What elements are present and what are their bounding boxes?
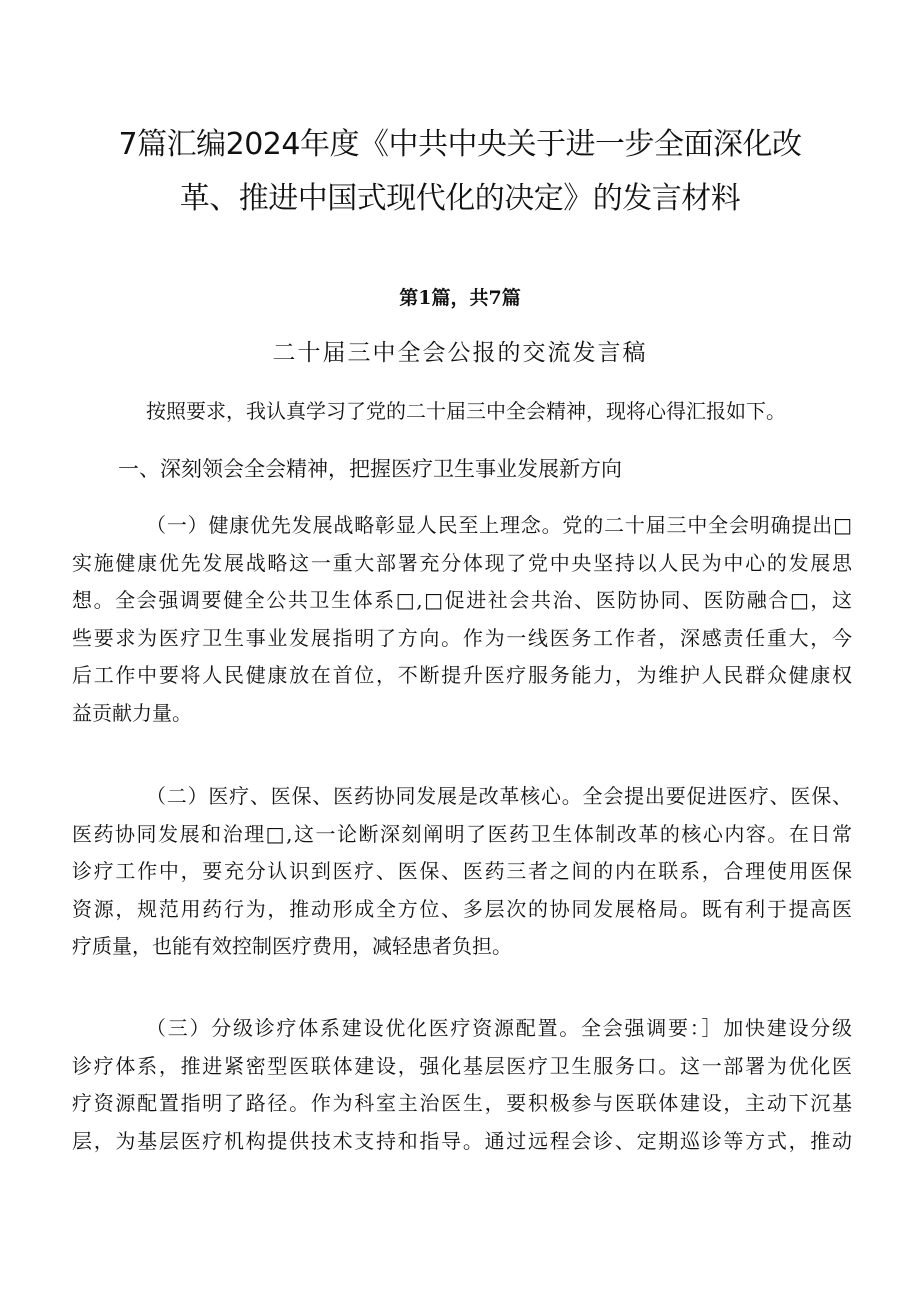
paragraph-line: （一）健康优先发展战略彰显人民至上理念。党的二十届三中全会明确提出□ bbox=[146, 513, 852, 537]
paragraph-line: 实施健康优先发展战略这一重大部署充分体现了党中央坚持以人民为中心的发展思 bbox=[72, 550, 852, 575]
paragraph-line: 诊疗体系，推进紧密型医联体建设，强化基层医疗卫生服务口。这一部署为优化医 bbox=[72, 1053, 852, 1078]
document-title bbox=[60, 118, 860, 226]
paragraph-line: 想。全会强调要健全公共卫生体系□,□促进社会共治、医防协同、医防融合□，这 bbox=[72, 588, 852, 613]
part-label: 第1篇，共7篇 bbox=[399, 287, 521, 309]
document-title-line-1: 7篇汇编2024年度《中共中央关于进一步全面深化改 bbox=[118, 127, 802, 162]
body-paragraph-2 bbox=[72, 778, 852, 966]
paragraph-line: 疗质量，也能有效控制医疗费用，减轻患者负担。 bbox=[72, 934, 512, 959]
paragraph-line: 益贡献力量。 bbox=[72, 700, 192, 725]
paragraph-line: （二）医疗、医保、医药协同发展是改革核心。全会提出要促进医疗、医保、 bbox=[146, 784, 852, 808]
paragraph-line: 诊疗工作中，要充分认识到医疗、医保、医药三者之间的内在联系，合理使用医保 bbox=[72, 859, 852, 884]
paragraph-line: 疗资源配置指明了路径。作为科室主治医生，要积极参与医联体建设，主动下沉基 bbox=[72, 1091, 852, 1116]
section-heading: 一、深刻领会全会精神，把握医疗卫生事业发展新方向 bbox=[118, 457, 622, 481]
body-paragraph-1 bbox=[72, 507, 852, 733]
paragraph-line: 资源，规范用药行为，推动形成全方位、多层次的协同发展格局。既有利于提高医 bbox=[72, 896, 852, 921]
paragraph-line: 医药协同发展和治理□,这一论断深刻阐明了医药卫生体制改革的核心内容。在日常 bbox=[72, 821, 852, 846]
paragraph-line: 些要求为医疗卫生事业发展指明了方向。作为一线医务工作者，深感责任重大，今 bbox=[72, 625, 852, 650]
speech-subtitle: 二十届三中全会公报的交流发言稿 bbox=[272, 340, 648, 366]
paragraph-line: 层，为基层医疗机构提供技术支持和指导。通过远程会诊、定期巡诊等方式，推动 bbox=[72, 1128, 852, 1153]
document-title-line-2: 革、推进中国式现代化的决定》的发言材料 bbox=[179, 181, 741, 216]
paragraph-line: （三）分级诊疗体系建设优化医疗资源配置。全会强调要：］加快建设分级 bbox=[146, 1016, 852, 1040]
paragraph-line: 后工作中要将人民健康放在首位，不断提升医疗服务能力，为维护人民群众健康权 bbox=[72, 663, 852, 688]
body-paragraph-3 bbox=[72, 1010, 852, 1160]
intro-paragraph: 按照要求，我认真学习了党的二十届三中全会精神，现将心得汇报如下。 bbox=[146, 399, 786, 423]
